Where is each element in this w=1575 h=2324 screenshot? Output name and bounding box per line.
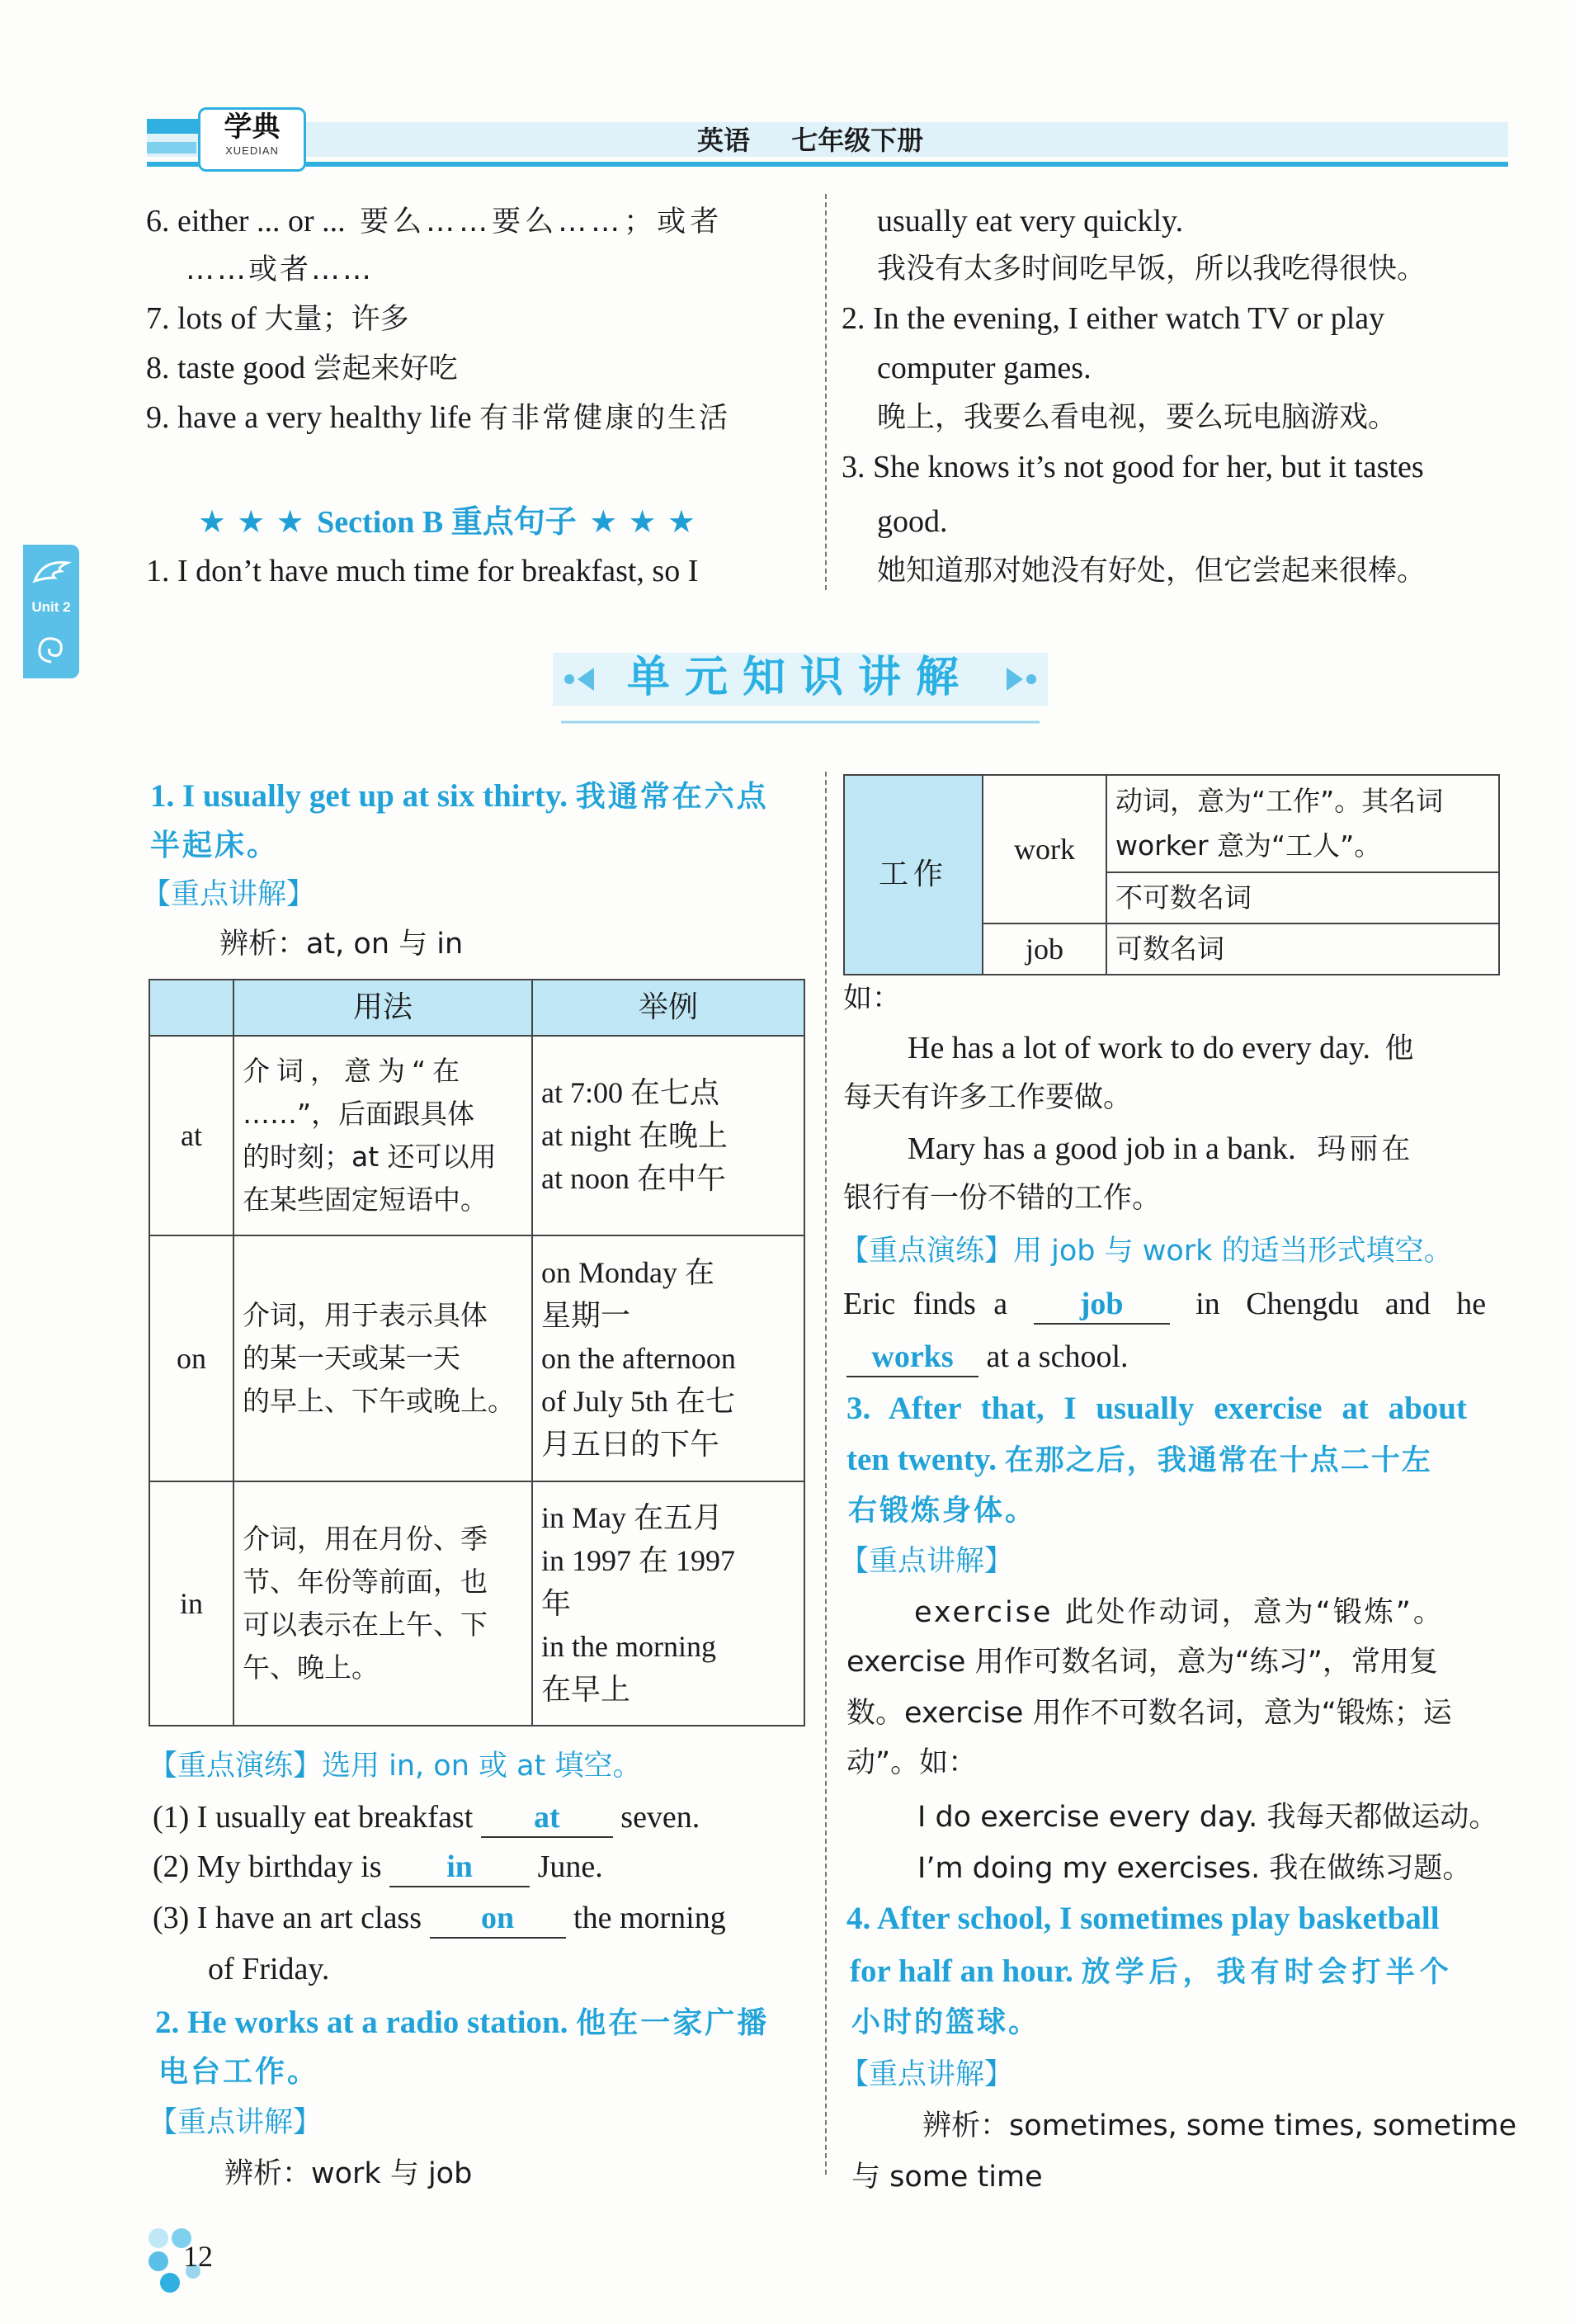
point4-heading-en-1: 4. After school, I sometimes play basketball bbox=[846, 1901, 1440, 1936]
example-en: Mary has a good job in a bank. bbox=[908, 1131, 1296, 1166]
point4-heading-cont: 小时的篮球。 bbox=[851, 2006, 1040, 2039]
sentence-2-line2: computer games. bbox=[877, 351, 1092, 385]
point1-heading-cont: 半起床。 bbox=[150, 829, 280, 862]
usage-line: ……”，后面跟具体 bbox=[243, 1098, 475, 1130]
example-cell bbox=[532, 1235, 804, 1481]
word-cell: on bbox=[149, 1235, 233, 1481]
point2-heading bbox=[155, 1997, 769, 2049]
usage-line: 介词，用在月份、季 bbox=[243, 1523, 488, 1555]
logo-cn: 学典 bbox=[224, 111, 281, 144]
usage-line: 午、晚上。 bbox=[243, 1651, 379, 1684]
word-cell: in bbox=[149, 1481, 233, 1726]
table-row bbox=[149, 1481, 804, 1726]
table-row bbox=[844, 775, 1499, 872]
practice-item-2 bbox=[153, 1842, 603, 1892]
header-subject: 英语 bbox=[697, 125, 751, 156]
word-cell: at bbox=[149, 1036, 233, 1235]
sentence-3-line1: 3. She knows it’s not good for her, but it tastes bbox=[842, 450, 1424, 484]
item-text: the morning bbox=[573, 1901, 726, 1935]
practice-instruction: 用 job 与 work 的适当形式填空。 bbox=[1013, 1235, 1453, 1268]
point4-heading-cn: 放学后，我有时会打半个 bbox=[1081, 1956, 1454, 1989]
phrase-cn: ……或者…… bbox=[186, 253, 375, 286]
sentence-2-cn: 晚上，我要么看电视，要么玩电脑游戏。 bbox=[877, 401, 1398, 434]
usage-cell bbox=[233, 1235, 532, 1481]
fill-text: Eric finds a bbox=[843, 1287, 1008, 1321]
point3-heading-line2 bbox=[846, 1434, 1432, 1486]
example-1 bbox=[908, 1023, 1414, 1074]
point3-heading-cont: 右锻炼身体。 bbox=[848, 1495, 1037, 1528]
point3-heading-cn: 在那之后，我通常在十点二十左 bbox=[1004, 1444, 1432, 1477]
item-text: June. bbox=[537, 1849, 603, 1884]
section-b-heading bbox=[198, 497, 696, 547]
practice-instruction: 选用 in, on 或 at 填空。 bbox=[322, 1750, 642, 1783]
usage-line: 可以表示在上午、下 bbox=[243, 1608, 488, 1641]
wing-icon bbox=[31, 556, 71, 589]
table-header-row bbox=[149, 980, 804, 1036]
header-cell: 用法 bbox=[233, 980, 532, 1036]
point1-heading-cn: 我通常在六点 bbox=[575, 780, 769, 814]
column-divider-top bbox=[825, 194, 827, 590]
answer-blank: in bbox=[389, 1848, 530, 1887]
example-line: at night 在晚上 bbox=[541, 1119, 728, 1152]
point1-heading bbox=[150, 771, 769, 823]
example-line: at 7:00 在七点 bbox=[541, 1076, 719, 1109]
point2-tag: 【重点讲解】 bbox=[149, 2106, 323, 2139]
point2-intro: 辨析：work 与 job bbox=[224, 2157, 473, 2190]
example-cell bbox=[532, 1036, 804, 1235]
logo-en: XUEDIAN bbox=[225, 144, 279, 157]
point4-tag: 【重点讲解】 bbox=[840, 2058, 1014, 2091]
usage-line: 介词，意为“在 bbox=[243, 1055, 467, 1087]
phrase-en: 7. lots of bbox=[146, 301, 257, 336]
page-number: 12 bbox=[183, 2240, 213, 2273]
word-cell: work bbox=[983, 775, 1106, 923]
item-text: seven. bbox=[620, 1800, 700, 1835]
point2-heading-en: 2. He works at a radio station. bbox=[155, 2005, 568, 2040]
point4-heading-en-2: for half an hour. bbox=[850, 1953, 1073, 1989]
example-line: in 1997 在 1997 bbox=[541, 1544, 736, 1577]
phrase-6-cont bbox=[186, 244, 374, 295]
section-b-title-cn: 重点句子 bbox=[450, 503, 577, 540]
point4-line-1: 辨析：sometimes, some times, sometime bbox=[922, 2109, 1517, 2142]
point3-heading-en-2: ten twenty. bbox=[846, 1442, 997, 1477]
example-line: in May 在五月 bbox=[541, 1501, 723, 1534]
side-cell: 工作 bbox=[844, 775, 983, 975]
example-2-cont: 银行有一份不错的工作。 bbox=[843, 1182, 1162, 1215]
answer-blank: works bbox=[846, 1338, 978, 1377]
example-cn: 玛丽在 bbox=[1317, 1133, 1414, 1166]
banner-title: 单元知识讲解 bbox=[627, 653, 974, 702]
point1-tag: 【重点讲解】 bbox=[142, 878, 316, 911]
star-icons: ★ ★ ★ bbox=[589, 503, 696, 540]
table-row bbox=[149, 1235, 804, 1481]
practice-fill-line2 bbox=[846, 1332, 1129, 1382]
answer-blank: at bbox=[481, 1798, 613, 1838]
sentence-3-cn: 她知道那对她没有好处，但它尝起来很棒。 bbox=[877, 555, 1426, 588]
example-2 bbox=[908, 1124, 1413, 1174]
usage-cell bbox=[233, 1481, 532, 1726]
point3-line-3: 数。exercise 用作不可数名词，意为“锻炼；运 bbox=[846, 1697, 1452, 1730]
point1-heading-en: 1. I usually get up at six thirty. bbox=[150, 778, 568, 814]
phrase-en: 9. have a very healthy life bbox=[146, 400, 472, 435]
point1-intro: 辨析：at, on 与 in bbox=[219, 928, 464, 961]
point2-practice bbox=[840, 1226, 1453, 1276]
usage-line: 节、年份等前面，也 bbox=[243, 1566, 488, 1598]
point2-heading-cont: 电台工作。 bbox=[158, 2055, 320, 2089]
point3-line-1: exercise 此处作动词，意为“锻炼”。 bbox=[914, 1596, 1445, 1629]
point2-heading-cn: 他在一家广播 bbox=[576, 2006, 770, 2040]
practice-item-1 bbox=[153, 1793, 700, 1842]
point1-practice bbox=[149, 1741, 641, 1791]
example-line: on Monday 在 bbox=[541, 1256, 714, 1289]
usage-line: 的某一天或某一天 bbox=[243, 1342, 460, 1374]
work-job-table bbox=[843, 774, 1500, 975]
header-cell bbox=[149, 980, 233, 1036]
point4-heading-line2 bbox=[850, 1946, 1454, 1998]
example-line: 月五日的下午 bbox=[541, 1428, 720, 1461]
item-text: (3) I have an art class bbox=[153, 1901, 422, 1935]
practice-item-3 bbox=[153, 1893, 726, 1943]
practice-fill-line1 bbox=[843, 1279, 1486, 1329]
desc-line: 动词，意为“工作”。其名词 bbox=[1115, 785, 1444, 817]
phrase-cn: 有非常健康的生活 bbox=[479, 402, 731, 435]
sentence-2-line1: 2. In the evening, I either watch TV or play bbox=[842, 301, 1385, 336]
desc-line: worker 意为“工人”。 bbox=[1115, 829, 1382, 862]
header-cell: 举例 bbox=[532, 980, 804, 1036]
noun-cell: 不可数名词 bbox=[1106, 872, 1499, 923]
header bbox=[0, 0, 1575, 190]
sentence-1-line1: 1. I don’t have much time for breakfast, so I bbox=[146, 554, 699, 588]
example-en: He has a lot of work to do every day. bbox=[908, 1031, 1371, 1065]
header-grade: 七年级下册 bbox=[791, 125, 924, 156]
header-title bbox=[697, 120, 923, 161]
example-cn: 他 bbox=[1384, 1032, 1414, 1065]
swirl-icon bbox=[33, 631, 69, 667]
phrase-en: 6. either ... or ... bbox=[146, 204, 346, 239]
item-text: (1) I usually eat breakfast bbox=[153, 1800, 474, 1835]
fill-text: at a school. bbox=[986, 1339, 1129, 1374]
phrase-en: 8. taste good bbox=[146, 351, 306, 385]
sentence-1-line2: usually eat very quickly. bbox=[877, 204, 1184, 239]
phrase-6 bbox=[146, 196, 723, 247]
usage-line: 在某些固定短语中。 bbox=[243, 1183, 488, 1216]
phrase-9 bbox=[146, 393, 730, 443]
answer-blank: job bbox=[1034, 1285, 1170, 1325]
word-cell: job bbox=[983, 923, 1106, 975]
phrase-cn: 要么……要么……；或者 bbox=[360, 205, 724, 239]
example-1-cont: 每天有许多工作要做。 bbox=[843, 1081, 1133, 1114]
example-line: 星期一 bbox=[541, 1299, 631, 1332]
phrase-7 bbox=[146, 294, 409, 344]
point3-line-4: 动”。如： bbox=[846, 1746, 978, 1779]
sentence-3-line2: good. bbox=[877, 504, 948, 539]
example-line: 在早上 bbox=[541, 1673, 631, 1706]
point3-line-2: exercise 用作可数名词，意为“练习”，常用复 bbox=[846, 1646, 1438, 1679]
practice-tag: 【重点演练】 bbox=[149, 1750, 323, 1783]
section-b-title-en: Section B bbox=[317, 505, 444, 540]
practice-tag: 【重点演练】 bbox=[840, 1235, 1014, 1268]
point3-tag: 【重点讲解】 bbox=[840, 1545, 1014, 1578]
example-line: of July 5th 在七 bbox=[541, 1385, 736, 1418]
example-line: 年 bbox=[541, 1587, 572, 1620]
unit-side-tab bbox=[23, 545, 79, 678]
point4-line-2: 与 some time bbox=[851, 2161, 1043, 2194]
eg-label: 如： bbox=[843, 982, 902, 1015]
sentence-1-cn: 我没有太多时间吃早饭，所以我吃得很快。 bbox=[877, 253, 1426, 286]
phrase-cn: 大量；许多 bbox=[264, 303, 409, 336]
point3-example-1: I do exercise every day. 我每天都做运动。 bbox=[917, 1801, 1498, 1834]
desc-cell bbox=[1106, 775, 1499, 872]
example-line: on the afternoon bbox=[541, 1342, 736, 1375]
noun-cell: 可数名词 bbox=[1106, 923, 1499, 975]
unit-side-label: Unit 2 bbox=[31, 599, 71, 615]
point3-heading-en-1: 3. After that, I usually exercise at about bbox=[846, 1391, 1467, 1426]
usage-line: 的早上、下午或晚上。 bbox=[243, 1385, 515, 1417]
usage-line: 的时刻；at 还可以用 bbox=[243, 1141, 497, 1173]
example-line: at noon 在中午 bbox=[541, 1162, 726, 1195]
answer-blank: on bbox=[430, 1899, 566, 1939]
phrase-cn: 尝起来好吃 bbox=[313, 352, 458, 385]
point3-example-2: I’m doing my exercises. 我在做练习题。 bbox=[917, 1852, 1472, 1885]
example-cell bbox=[532, 1481, 804, 1726]
column-divider-bottom bbox=[825, 772, 827, 2175]
item-text: (2) My birthday is bbox=[153, 1849, 382, 1884]
usage-cell bbox=[233, 1036, 532, 1235]
table-row bbox=[149, 1036, 804, 1235]
usage-line: 介词，用于表示具体 bbox=[243, 1299, 488, 1331]
practice-item-3-cont: of Friday. bbox=[208, 1952, 330, 1986]
example-line: in the morning bbox=[541, 1630, 716, 1663]
phrase-8 bbox=[146, 343, 458, 394]
star-icons: ★ ★ ★ bbox=[198, 503, 304, 540]
logo bbox=[198, 107, 306, 172]
at-on-in-table bbox=[149, 979, 805, 1726]
fill-text: in Chengdu and he bbox=[1195, 1287, 1487, 1321]
